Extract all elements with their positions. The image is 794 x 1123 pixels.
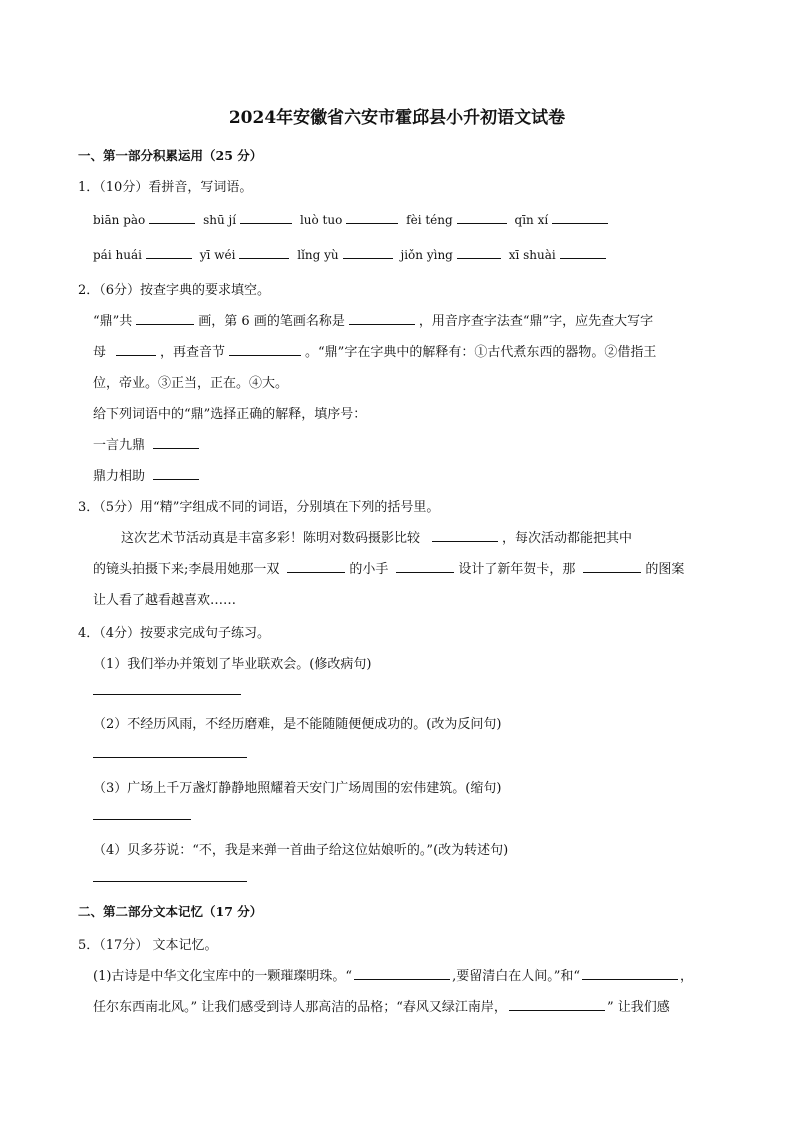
q3-line-3: 让人看了越看越喜欢……: [93, 593, 237, 608]
q2-word-1: [93, 434, 203, 453]
q2-word: 鼎力相助: [93, 469, 146, 484]
exam-title: 2024年安徽省六安市霍邱县小升初语文试卷: [228, 108, 566, 128]
q1-pinyin-row-2: [93, 244, 610, 262]
q5-text: (1)古诗是中华文化宝库中的一颗璀璨明珠。“: [93, 969, 353, 984]
answer-line[interactable]: [93, 757, 247, 758]
answer-blank[interactable]: [457, 209, 507, 224]
q3-text: 的小手: [349, 562, 389, 577]
answer-blank[interactable]: [153, 434, 199, 449]
q5-text: ,要留清白在人间。”和“: [452, 969, 580, 984]
answer-blank[interactable]: [136, 310, 194, 325]
q5-line-2: [93, 996, 670, 1015]
q2-text: ，用音序查字法查“鼎”字，应先查大写字: [418, 314, 654, 329]
q5-line-1: [93, 965, 693, 984]
answer-blank[interactable]: [240, 209, 292, 224]
pinyin-item: jiǒn yìng: [400, 248, 453, 262]
answer-line[interactable]: [93, 694, 241, 695]
pinyin-item: xī shuài: [508, 248, 556, 262]
answer-blank[interactable]: [560, 244, 606, 259]
q1-pinyin-row-1: [93, 209, 612, 227]
pinyin-item: lǐng yù: [297, 248, 339, 262]
answer-blank[interactable]: [116, 341, 156, 356]
q4-stem: 4．（4分）按要求完成句子练习。: [78, 626, 271, 641]
q3-line-1: [121, 527, 632, 546]
q2-text: 母: [93, 345, 107, 360]
q3-stem: 3．（5分）用“精”字组成不同的词语，分别填在下列的括号里。: [78, 500, 440, 515]
pinyin-item: luò tuo: [299, 213, 343, 227]
q2-word: 一言九鼎: [93, 438, 146, 453]
q2-stem: 2．（6分）按查字典的要求填空。: [78, 283, 271, 298]
q3-text: 的镜头拍摄下来;李晨用她那一双: [93, 562, 280, 577]
answer-blank[interactable]: [349, 310, 415, 325]
pinyin-item: shū jí: [203, 213, 237, 227]
q2-line-3: 位，帝业。③正当，正在。④大。: [93, 376, 289, 391]
section-1-heading: 一、第一部分积累运用（25 分）: [78, 148, 263, 163]
q5-stem: 5．（17分） 文本记忆。: [78, 938, 218, 953]
q4-sub-1: （1）我们举办并策划了毕业联欢会。(修改病句): [93, 657, 372, 672]
q3-line-2: [93, 558, 684, 577]
q2-line-4: 给下列词语中的“鼎”选择正确的解释，填序号：: [93, 407, 367, 422]
answer-blank[interactable]: [432, 527, 498, 542]
q1-stem: 1．（10分）看拼音，写词语。: [78, 180, 253, 195]
q3-text: 这次艺术节活动真是丰富多彩！陈明对数码摄影比较: [121, 531, 421, 546]
section-2-heading: 二、第二部分文本记忆（17 分）: [78, 904, 263, 919]
q2-line-2: [93, 341, 656, 360]
q2-text: ，再查音节: [160, 345, 226, 360]
q5-text: ” 让我们感: [606, 1000, 670, 1015]
answer-line[interactable]: [93, 881, 247, 882]
answer-blank[interactable]: [153, 465, 199, 480]
answer-blank[interactable]: [346, 209, 398, 224]
q3-text: 设计了新年贺卡，那: [458, 562, 576, 577]
q4-sub-4: （4）贝多芬说：“不，我是来弹一首曲子给这位姑娘听的。”(改为转述句): [93, 843, 509, 858]
answer-blank[interactable]: [146, 244, 192, 259]
q3-text: ，每次活动都能把其中: [502, 531, 633, 546]
pinyin-item: fèi téng: [406, 213, 453, 227]
pinyin-item: biān pào: [93, 213, 146, 227]
answer-blank[interactable]: [509, 996, 605, 1011]
answer-line[interactable]: [93, 819, 191, 820]
answer-blank[interactable]: [149, 209, 195, 224]
pinyin-item: yī wéi: [199, 248, 236, 262]
pinyin-item: pái huái: [93, 248, 142, 262]
q4-sub-3: （3）广场上千万盏灯静静地照耀着天安门广场周围的宏伟建筑。(缩句): [93, 781, 502, 796]
answer-blank[interactable]: [552, 209, 608, 224]
answer-blank[interactable]: [354, 965, 450, 980]
pinyin-item: qīn xí: [514, 213, 549, 227]
q2-text: 。“鼎”字在字典中的解释有：①古代煮东西的器物。②借指王: [305, 345, 657, 360]
answer-blank[interactable]: [582, 965, 678, 980]
answer-blank[interactable]: [583, 558, 641, 573]
q3-text: 的图案: [645, 562, 685, 577]
answer-blank[interactable]: [457, 244, 501, 259]
q2-word-2: [93, 465, 203, 484]
q2-text: “鼎”共: [93, 314, 133, 329]
q2-line-1: [93, 310, 653, 329]
q5-text: ，: [680, 969, 694, 984]
answer-blank[interactable]: [396, 558, 454, 573]
q5-text: 任尔东西南北风。” 让我们感受到诗人那高洁的品格；“春风又绿江南岸，: [93, 1000, 507, 1015]
answer-blank[interactable]: [343, 244, 393, 259]
answer-blank[interactable]: [239, 244, 289, 259]
answer-blank[interactable]: [229, 341, 301, 356]
answer-blank[interactable]: [287, 558, 345, 573]
q2-text: 画，第 6 画的笔画名称是: [198, 314, 345, 329]
q4-sub-2: （2）不经历风雨，不经历磨难，是不能随随便便成功的。(改为反问句): [93, 717, 502, 732]
